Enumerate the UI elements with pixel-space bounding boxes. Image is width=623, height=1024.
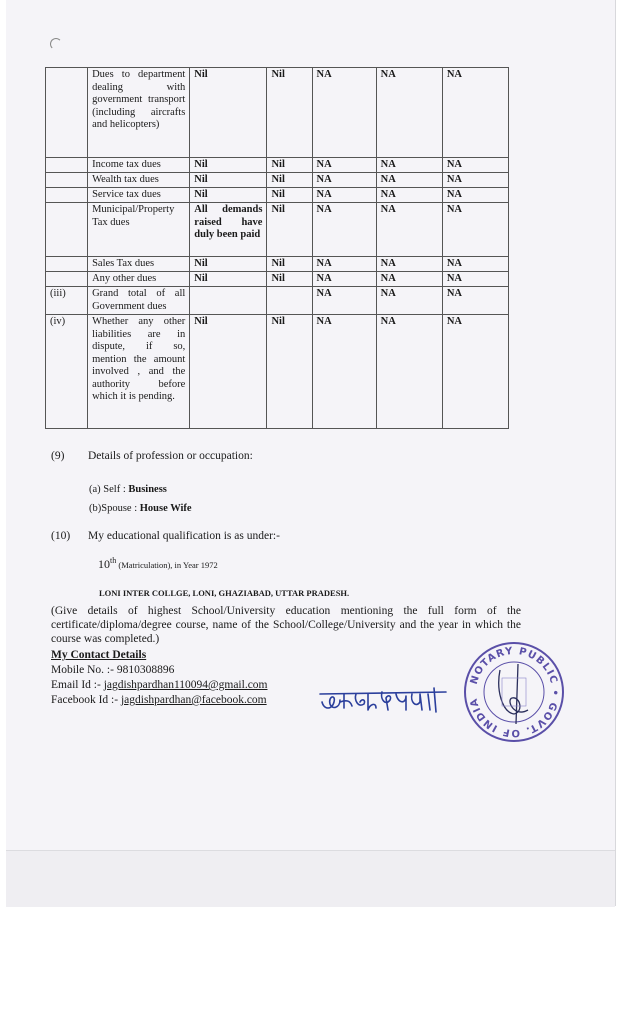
row-number <box>46 203 88 257</box>
row-value-3: NA <box>312 68 376 158</box>
row-value-2: Nil <box>267 315 312 429</box>
row-value-3: NA <box>312 272 376 287</box>
row-value-1: All demands raised have duly been paid <box>190 203 267 257</box>
email-line <box>51 678 268 693</box>
row-value-1: Nil <box>190 188 267 203</box>
facebook-label: Facebook Id :- <box>51 694 121 706</box>
row-value-5: NA <box>442 158 508 173</box>
row-number <box>46 158 88 173</box>
self-label: (a) Self : <box>89 484 129 495</box>
row-value-3: NA <box>312 203 376 257</box>
punch-hole <box>50 38 62 50</box>
row-value-4: NA <box>376 158 442 173</box>
row-description: Grand total of all Government dues <box>88 287 190 315</box>
table-row <box>46 203 509 257</box>
row-value-3: NA <box>312 315 376 429</box>
row-number <box>46 173 88 188</box>
section-10-number: (10) <box>51 530 71 542</box>
class-number: 10 <box>98 557 110 571</box>
table-row <box>46 315 509 429</box>
row-value-1: Nil <box>190 173 267 188</box>
row-description: Wealth tax dues <box>88 173 190 188</box>
email-link[interactable]: jagdishpardhan110094@gmail.com <box>103 679 268 691</box>
row-value-2: Nil <box>267 173 312 188</box>
row-number: (iv) <box>46 315 88 429</box>
row-number <box>46 272 88 287</box>
mobile-line <box>51 663 268 678</box>
row-value-5: NA <box>442 188 508 203</box>
page-bottom-edge <box>6 850 615 907</box>
row-value-1: Nil <box>190 68 267 158</box>
row-value-3: NA <box>312 173 376 188</box>
mobile-number: 9810308896 <box>116 664 175 676</box>
row-description: Dues to department dealing with government transport (including aircrafts and helicopters) <box>88 68 190 158</box>
row-number <box>46 188 88 203</box>
row-value-1: Nil <box>190 315 267 429</box>
seal-text: NOTARY PUBLIC • GOVT. OF INDIA <box>468 645 561 739</box>
row-value-2: Nil <box>267 203 312 257</box>
row-value-4: NA <box>376 188 442 203</box>
table-row <box>46 257 509 272</box>
row-number <box>46 257 88 272</box>
row-value-3: NA <box>312 287 376 315</box>
spouse-label: (b)Spouse : <box>89 503 140 514</box>
class-detail: (Matriculation), in Year 1972 <box>116 560 218 570</box>
email-label: Email Id :- <box>51 679 104 691</box>
row-description: Service tax dues <box>88 188 190 203</box>
contact-details <box>51 648 268 708</box>
row-value-4: NA <box>376 272 442 287</box>
row-value-5: NA <box>442 257 508 272</box>
spouse-value: House Wife <box>139 503 192 514</box>
row-value-5: NA <box>442 272 508 287</box>
spouse-occupation <box>89 503 192 514</box>
row-number <box>46 68 88 158</box>
row-value-5: NA <box>442 287 508 315</box>
row-value-2: Nil <box>267 257 312 272</box>
row-description: Sales Tax dues <box>88 257 190 272</box>
self-value: Business <box>128 484 167 495</box>
row-value-1 <box>190 287 267 315</box>
row-number: (iii) <box>46 287 88 315</box>
row-value-3: NA <box>312 188 376 203</box>
notary-seal <box>462 640 566 744</box>
row-value-2: Nil <box>267 272 312 287</box>
row-value-1: Nil <box>190 257 267 272</box>
table-row <box>46 287 509 315</box>
table-row <box>46 272 509 287</box>
section-10-title: My educational qualification is as under:- <box>88 530 280 542</box>
liabilities-table <box>45 67 509 429</box>
row-description: Any other dues <box>88 272 190 287</box>
row-value-2: Nil <box>267 188 312 203</box>
row-value-2: Nil <box>267 68 312 158</box>
row-value-4: NA <box>376 68 442 158</box>
table-row <box>46 68 509 158</box>
mobile-label: Mobile No. :- <box>51 664 117 676</box>
school-name: LONI INTER COLLGE, LONI, GHAZIABAD, UTTAR PRADESH. <box>99 588 350 598</box>
row-value-4: NA <box>376 173 442 188</box>
row-value-5: NA <box>442 68 508 158</box>
education-level <box>98 556 218 572</box>
row-value-2: Nil <box>267 158 312 173</box>
table-row <box>46 158 509 173</box>
row-value-1: Nil <box>190 272 267 287</box>
facebook-line <box>51 693 268 708</box>
row-value-3: NA <box>312 158 376 173</box>
row-description: Whether any other liabilities are in dispute, if so, mention the amount involved , and the authority before which it is pending. <box>88 315 190 429</box>
svg-text:NOTARY PUBLIC • GOVT. OF INDIA <box>468 646 560 738</box>
table-row <box>46 173 509 188</box>
section-9-title: Details of profession or occupation: <box>88 450 253 462</box>
facebook-link[interactable]: jagdishpardhan@facebook.com <box>120 694 267 706</box>
row-value-2 <box>267 287 312 315</box>
row-value-4: NA <box>376 257 442 272</box>
contact-heading: My Contact Details <box>51 649 147 661</box>
self-occupation <box>89 484 167 495</box>
row-value-3: NA <box>312 257 376 272</box>
table-row <box>46 188 509 203</box>
class-suffix: th <box>110 556 117 565</box>
row-description: Municipal/Property Tax dues <box>88 203 190 257</box>
row-value-1: Nil <box>190 158 267 173</box>
row-value-4: NA <box>376 287 442 315</box>
row-description: Income tax dues <box>88 158 190 173</box>
row-value-5: NA <box>442 315 508 429</box>
section-9-number: (9) <box>51 450 65 462</box>
handwritten-signature <box>318 680 448 720</box>
instruction-paragraph: (Give details of highest School/University education mentioning the full form of the certificate/diploma/degree course, name of the School/College/University and the year in which the course was completed.) <box>51 605 521 645</box>
row-value-4: NA <box>376 315 442 429</box>
row-value-5: NA <box>442 203 508 257</box>
row-value-4: NA <box>376 203 442 257</box>
row-value-5: NA <box>442 173 508 188</box>
